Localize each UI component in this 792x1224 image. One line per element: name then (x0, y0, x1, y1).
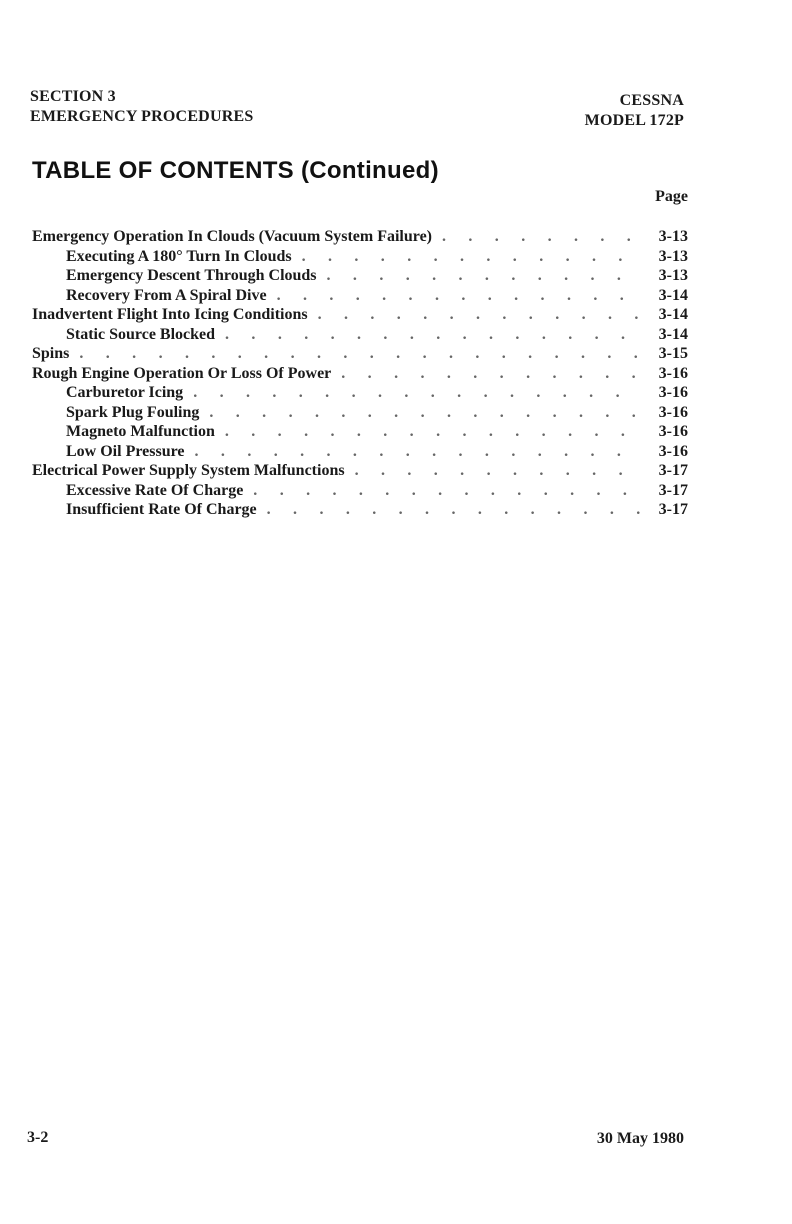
page-title: TABLE OF CONTENTS (Continued) (32, 157, 439, 184)
dot-leader (277, 286, 642, 306)
toc-entry-title: Recovery From A Spiral Dive (66, 286, 267, 304)
toc-entry (32, 286, 688, 306)
toc-entry (32, 305, 688, 325)
toc-entry-page: 3-14 (658, 286, 688, 304)
toc-entry (32, 461, 688, 481)
toc-entry-page: 3-16 (658, 423, 688, 440)
section-header (30, 87, 253, 127)
dot-leader (209, 403, 642, 423)
toc-entry-page: 3-17 (658, 462, 688, 479)
toc-entry (32, 442, 688, 462)
toc-entry (32, 481, 688, 501)
toc-entry-title: Carburetor Icing (66, 384, 184, 401)
page-column-label: Page (655, 188, 688, 205)
manufacturer-name: CESSNA (619, 92, 684, 109)
toc-entry (32, 247, 688, 267)
dot-leader (355, 461, 642, 481)
dot-leader (193, 383, 642, 403)
dot-leader (442, 227, 642, 247)
dot-leader (79, 344, 642, 364)
dot-leader (225, 325, 642, 345)
toc-entry (32, 422, 688, 442)
aircraft-header (585, 91, 684, 131)
dot-leader (195, 442, 642, 462)
toc-entry-page: 3-17 (658, 481, 688, 499)
toc-entry (32, 364, 688, 384)
toc-entry-title: Emergency Descent Through Clouds (66, 267, 317, 284)
aircraft-model: MODEL 172P (584, 112, 684, 129)
dot-leader (267, 500, 642, 520)
toc-entry (32, 266, 688, 286)
toc-entry-page: 3-14 (658, 306, 688, 323)
toc-entry-title: Magneto Malfunction (66, 423, 215, 440)
toc-entry-title: Spins (32, 345, 70, 362)
toc-entry-title: Emergency Operation In Clouds (Vacuum System Failure) (32, 228, 432, 245)
toc-entry (32, 227, 688, 247)
toc-entry-title: Inadvertent Flight Into Icing Conditions (32, 306, 308, 323)
toc-entry-title: Low Oil Pressure (66, 442, 185, 460)
toc-entry (32, 500, 688, 520)
page-number: 3-2 (27, 1129, 49, 1146)
toc-entry (32, 344, 688, 364)
toc-entry-page: 3-17 (658, 501, 688, 518)
toc-entry-title: Static Source Blocked (66, 325, 216, 343)
dot-leader (225, 422, 642, 442)
toc-entry-page: 3-14 (658, 325, 688, 343)
dot-leader (341, 364, 642, 384)
section-title: EMERGENCY PROCEDURES (30, 108, 254, 125)
toc-entry-title: Insufficient Rate Of Charge (66, 501, 257, 518)
toc-entry (32, 403, 688, 423)
toc-entry-title: Spark Plug Fouling (66, 403, 200, 421)
toc-entry-title: Rough Engine Operation Or Loss Of Power (32, 364, 332, 382)
toc-entry-title: Excessive Rate Of Charge (66, 481, 244, 499)
toc-entry-page: 3-16 (658, 442, 688, 460)
toc-entry-page: 3-15 (658, 345, 688, 362)
toc-entry (32, 383, 688, 403)
dot-leader (253, 481, 642, 501)
section-number: SECTION 3 (30, 88, 116, 105)
dot-leader (302, 247, 642, 267)
dot-leader (327, 266, 642, 286)
toc-entry-title: Executing A 180° Turn In Clouds (66, 247, 292, 265)
table-of-contents (32, 227, 688, 520)
toc-entry-page: 3-16 (658, 384, 688, 401)
toc-entry (32, 325, 688, 345)
toc-entry-page: 3-16 (658, 364, 688, 382)
toc-entry-page: 3-16 (658, 403, 688, 421)
toc-entry-title: Electrical Power Supply System Malfunctions (32, 462, 345, 479)
toc-entry-page: 3-13 (658, 247, 688, 265)
toc-entry-page: 3-13 (658, 228, 688, 245)
dot-leader (318, 305, 642, 325)
revision-date: 30 May 1980 (596, 1130, 684, 1147)
toc-entry-page: 3-13 (658, 267, 688, 284)
